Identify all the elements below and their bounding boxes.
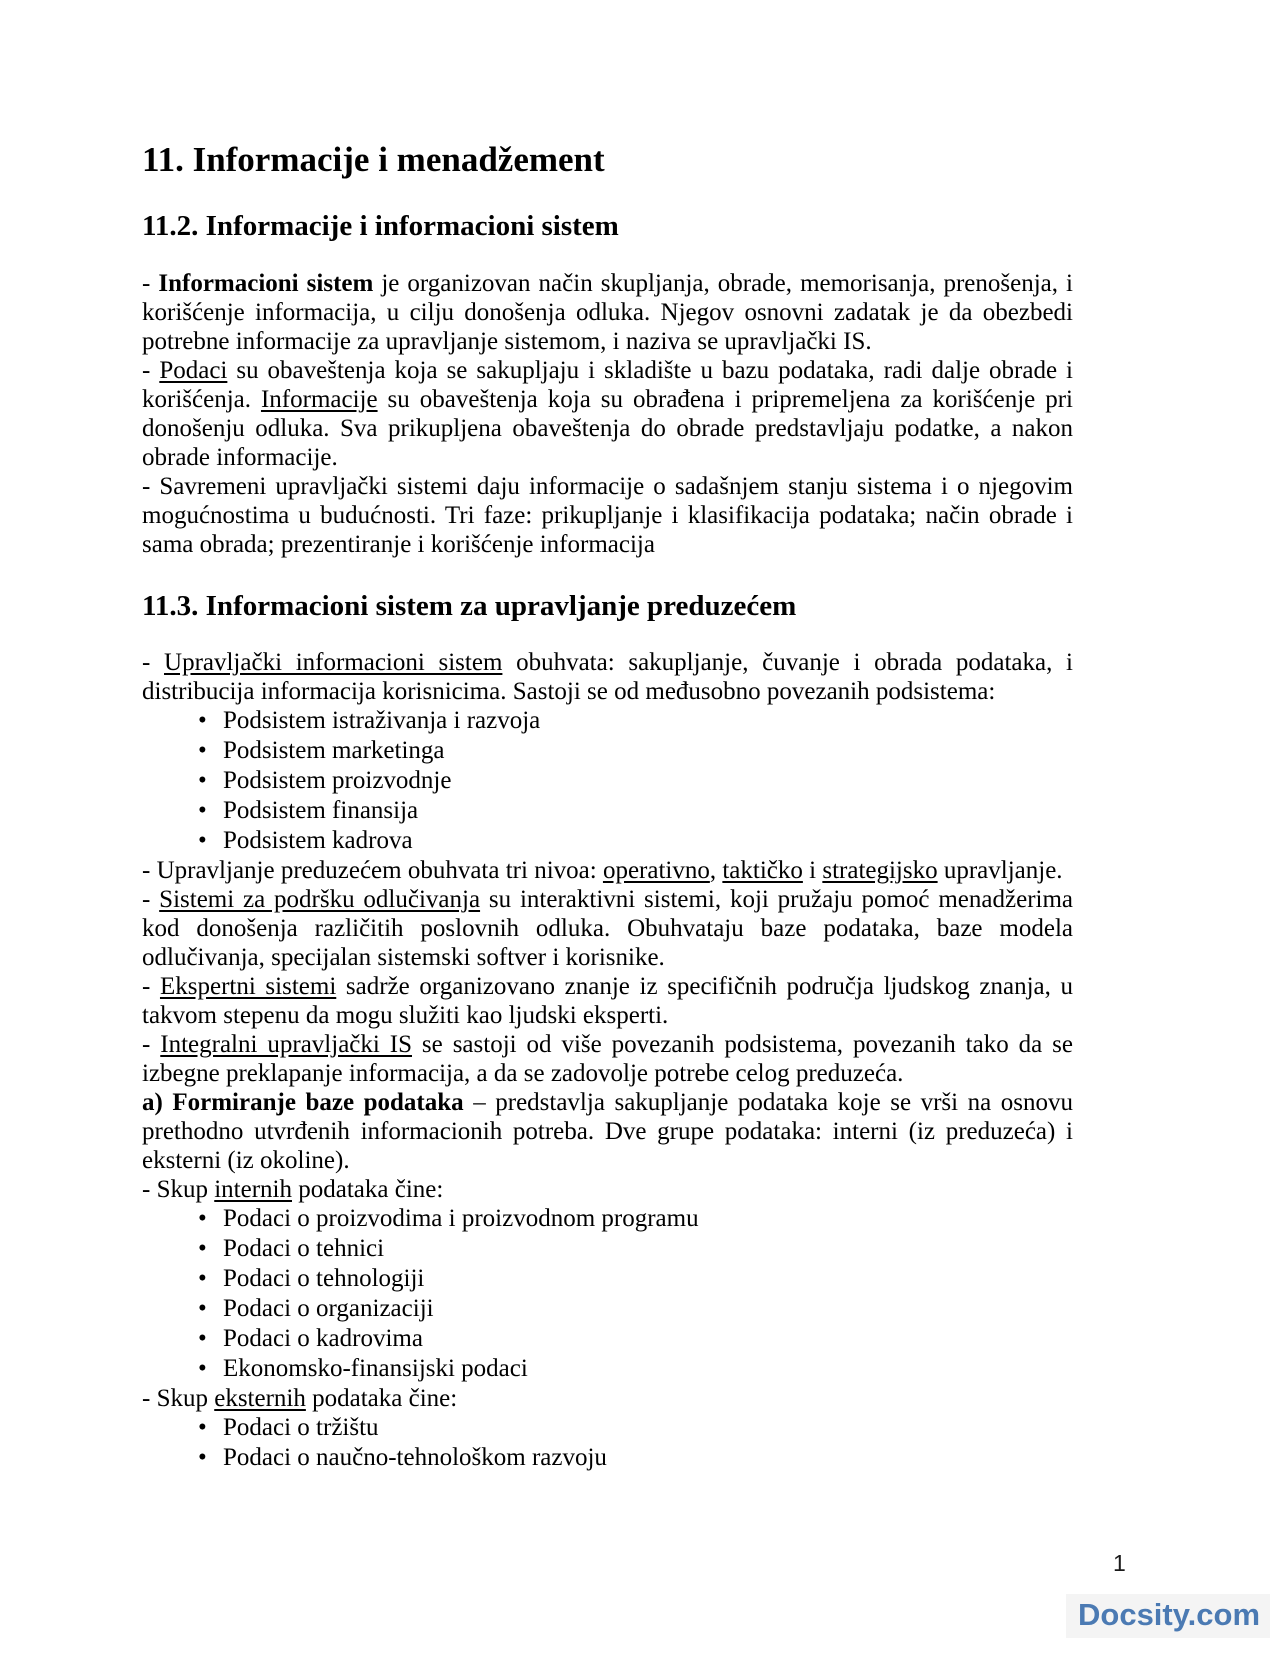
document-title: 11. Informacije i menadžement xyxy=(142,140,605,179)
text-run: eksternih xyxy=(214,1384,306,1412)
document-body xyxy=(142,140,1073,1473)
text-run: - xyxy=(142,1030,161,1058)
bullet-item: • Podaci o kadrovima xyxy=(142,1324,1073,1354)
paragraph xyxy=(142,356,1073,472)
text-run: i xyxy=(802,856,823,884)
text-run: - xyxy=(142,269,159,297)
text-run: podataka čine: xyxy=(305,1384,458,1412)
bullet-item: • Podaci o proizvodima i proizvodnom programu xyxy=(142,1204,1073,1234)
text-run: Sistemi za podršku odlučivanja xyxy=(159,885,481,913)
paragraph xyxy=(142,972,1073,1030)
bullet-list xyxy=(142,1204,1073,1384)
text-run: - Skup xyxy=(142,1175,215,1203)
text-run: Informacije xyxy=(260,385,378,413)
paragraph xyxy=(142,885,1073,972)
page-number: 1 xyxy=(1113,1550,1126,1576)
text-run: - Savremeni upravljački sistemi daju informacije o sadašnjem stanju sistema i o njegovim mogućnostima u budućnosti. Tri faze: prikupljanje i klasifikacija podataka; način obrade i sama obrada; prezentiranje i korišćenje informacija xyxy=(142,472,1073,558)
text-run: se sastoji od više povezanih podsistema, povezanih tako da se izbegne preklapanje informacija, a da se zadovolje potrebe celog preduzeća. xyxy=(142,1030,1073,1087)
text-run: upravljanje. xyxy=(937,856,1063,884)
bullet-item: • Podaci o naučno-tehnološkom razvoju xyxy=(142,1443,1073,1473)
paragraph xyxy=(142,1030,1073,1088)
bullet-item: • Podsistem istraživanja i razvoja xyxy=(142,706,1073,736)
text-run: sadrže organizovano znanje iz specifičnih područja ljudskog znanja, u takvom stepenu da mogu služiti kao ljudski eksperti. xyxy=(142,972,1073,1029)
text-run: Integralni upravljački IS xyxy=(160,1030,412,1058)
paragraph xyxy=(142,1175,1073,1204)
text-run: je organizovan način skupljanja, obrade, memorisanja, prenošenja, i korišćenje informacija, u cilju donošenja odluka. Njegov osnovni zadatak je da obezbedi potrebne informacije za upravljanje sistemom, i naziva se upravljački IS. xyxy=(142,269,1073,355)
bullet-item: • Podaci o tehnologiji xyxy=(142,1264,1073,1294)
bullet-item: • Podsistem marketinga xyxy=(142,736,1073,766)
text-run: - xyxy=(142,885,160,913)
bullet-list xyxy=(142,706,1073,856)
paragraph xyxy=(142,648,1073,706)
bullet-item: • Podaci o tržištu xyxy=(142,1413,1073,1443)
bullet-item: • Podaci o organizaciji xyxy=(142,1294,1073,1324)
text-run: Podaci xyxy=(159,356,228,384)
text-run: podataka čine: xyxy=(292,1175,444,1203)
bullet-list xyxy=(142,1413,1073,1473)
docsity-watermark xyxy=(1066,1594,1270,1638)
bullet-item: • Podaci o tehnici xyxy=(142,1234,1073,1264)
text-run: internih xyxy=(214,1175,292,1203)
text-run: - xyxy=(142,356,160,384)
text-run: - xyxy=(142,972,160,1000)
text-run: su obaveštenja koja se sakupljaju i skladište u bazu podataka, radi dalje obrade i korišćenja. xyxy=(142,356,1073,413)
paragraph xyxy=(142,1088,1073,1175)
text-run: strategijsko xyxy=(822,856,938,884)
paragraph xyxy=(142,1384,1073,1413)
text-run: operativno xyxy=(602,856,710,884)
text-run: Informacioni sistem xyxy=(158,269,374,297)
text-run: su obaveštenja koja su obrađena i pripremeljena za korišćenje pri donošenju odluka. Sva prikupljena obaveštenja do obrade predstavljaju podatke, a nakon obrade informacije. xyxy=(142,385,1073,471)
text-run: a) Formiranje baze podataka xyxy=(142,1088,464,1116)
text-run: obuhvata: sakupljanje, čuvanje i obrada podataka, i distribucija informacija korisnicima. Sastoji se od međusobno povezanih podsistema: xyxy=(142,648,1073,705)
text-run: - Skup xyxy=(142,1384,215,1412)
text-run: , xyxy=(709,856,723,884)
text-run: - xyxy=(142,648,165,676)
bullet-item: • Podsistem kadrova xyxy=(142,826,1073,856)
text-run: Upravljački informacioni sistem xyxy=(164,648,503,676)
text-run: su interaktivni sistemi, koji pružaju pomoć menadžerima kod donošenja različitih poslovnih odluka. Obuhvataju baze podataka, baze modela odlučivanja, specijalan sistemski softver i korisnike. xyxy=(142,885,1074,971)
docsity-logo-text: Docsity.com xyxy=(1078,1597,1261,1632)
bullet-item: • Podsistem proizvodnje xyxy=(142,766,1073,796)
section-heading: 11.3. Informacioni sistem za upravljanje preduzećem xyxy=(142,589,797,622)
text-run: Ekspertni sistemi xyxy=(159,972,337,1000)
bullet-item: • Ekonomsko-finansijski podaci xyxy=(142,1354,1073,1384)
text-run: taktičko xyxy=(722,856,803,884)
section-heading: 11.2. Informacije i informacioni sistem xyxy=(142,210,619,243)
paragraph xyxy=(142,269,1073,356)
text-run: - Upravljanje preduzećem obuhvata tri nivoa: xyxy=(142,856,603,884)
paragraph xyxy=(142,472,1073,559)
text-run: – predstavlja sakupljanje podataka koje se vrši na osnovu prethodno utvrđenih informacionih potreba. Dve grupe podataka: interni (iz preduzeća) i eksterni (iz okoline). xyxy=(142,1088,1073,1174)
paragraph xyxy=(142,856,1073,885)
bullet-item: • Podsistem finansija xyxy=(142,796,1073,826)
